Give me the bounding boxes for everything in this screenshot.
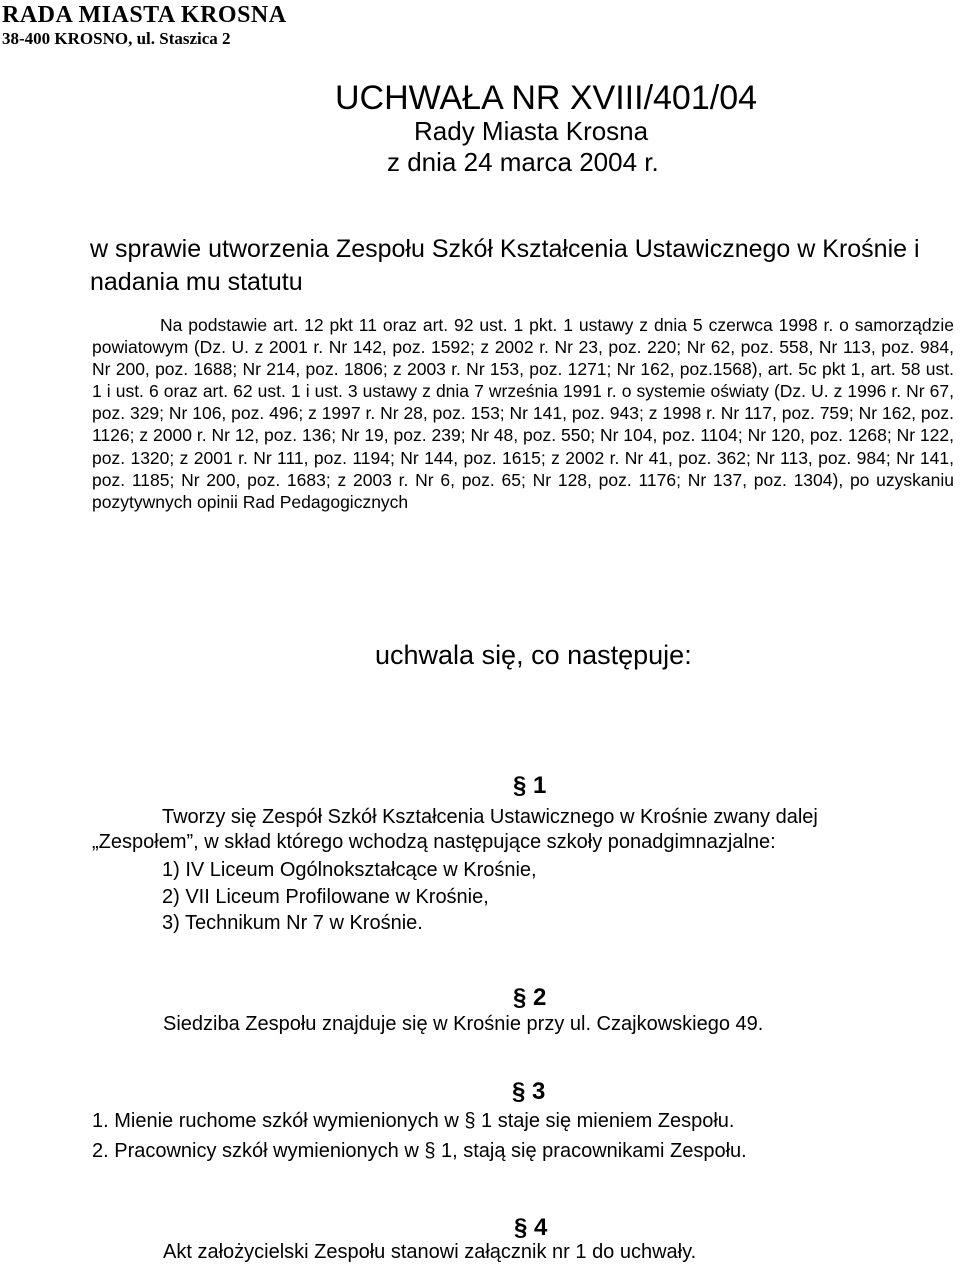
section-3-item-2: 2. Pracownicy szkół wymienionych w § 1, stają się pracownikami Zespołu.	[92, 1140, 747, 1162]
resolution-title: UCHWAŁA NR XVIII/401/04	[335, 79, 758, 117]
stamp-council-name: RADA MIASTA KROSNA	[2, 2, 287, 28]
issuing-body: Rady Miasta Krosna	[414, 116, 649, 146]
section-1-text-line2: „Zespołem”, w skład którego wchodzą następujące szkoły ponadgimnazjalne:	[92, 831, 776, 853]
section-1-item-3: 3) Technikum Nr 7 w Krośnie.	[162, 912, 423, 934]
section-3-mark: § 3	[512, 1078, 546, 1105]
stamp-address: 38-400 KROSNO, ul. Staszica 2	[2, 29, 231, 48]
section-1-item-2: 2) VII Liceum Profilowane w Krośnie,	[162, 886, 489, 908]
legal-basis-paragraph: Na podstawie art. 12 pkt 11 oraz art. 92 ust. 1 pkt. 1 ustawy z dnia 5 czerwca 1998 r. o samorządzie powiatowym (Dz. U. z 2001 r. Nr 142, poz. 1592; z 2002 r. Nr 23, poz. 220; Nr 62, poz. 558, Nr 113, poz. 984, Nr 200, poz. 1688; Nr 214, poz. 1806; z 2003 r. Nr 153, poz. 1271; Nr 162, poz.1568), art. 5c pkt 1, art. 58 ust. 1 i ust. 6 oraz art. 62 ust. 1 i ust. 3 ustawy z dnia 7 września 1991 r. o systemie oświaty (Dz. U. z 1996 r. Nr 67, poz. 329; Nr 106, poz. 496; z 1997 r. Nr 28, poz. 153; Nr 141, poz. 943; z 1998 r. Nr 117, poz. 759; Nr 162, poz. 1126; z 2000 r. Nr 12, poz. 136; Nr 19, poz. 239; Nr 48, poz. 550; Nr 104, poz. 1104; Nr 120, poz. 1268; Nr 122, poz. 1320; z 2001 r. Nr 111, poz. 1194; Nr 144, poz. 1615; z 2002 r. Nr 41, poz. 362; Nr 113, poz. 984; Nr 141, poz. 1185; Nr 200, poz. 1683; z 2003 r. Nr 6, poz. 65; Nr 128, poz. 1176; Nr 137, poz. 1304), po uzyskaniu pozytywnych opinii Rad Pedagogicznych	[92, 315, 954, 512]
resolution-formula: uchwala się, co następuje:	[375, 640, 692, 670]
section-2-mark: § 2	[513, 984, 547, 1011]
section-4-text: Akt założycielski Zespołu stanowi załącznik nr 1 do uchwały.	[163, 1241, 697, 1263]
section-1-mark: § 1	[513, 772, 547, 799]
section-2-text: Siedziba Zespołu znajduje się w Krośnie przy ul. Czajkowskiego 49.	[163, 1013, 764, 1035]
resolution-date: z dnia 24 marca 2004 r.	[387, 147, 659, 177]
section-1-text-line1: Tworzy się Zespół Szkół Kształcenia Ustawicznego w Krośnie zwany dalej	[162, 806, 818, 828]
section-3-item-1: 1. Mienie ruchome szkół wymienionych w § 1 staje się mieniem Zespołu.	[92, 1110, 735, 1132]
section-4-mark: § 4	[514, 1214, 548, 1241]
section-1-item-1: 1) IV Liceum Ogólnokształcące w Krośnie,	[162, 859, 537, 881]
resolution-subject: w sprawie utworzenia Zespołu Szkół Kształcenia Ustawicznego w Krośnie i nadania mu statutu	[90, 235, 920, 296]
council-stamp	[2, 2, 287, 50]
